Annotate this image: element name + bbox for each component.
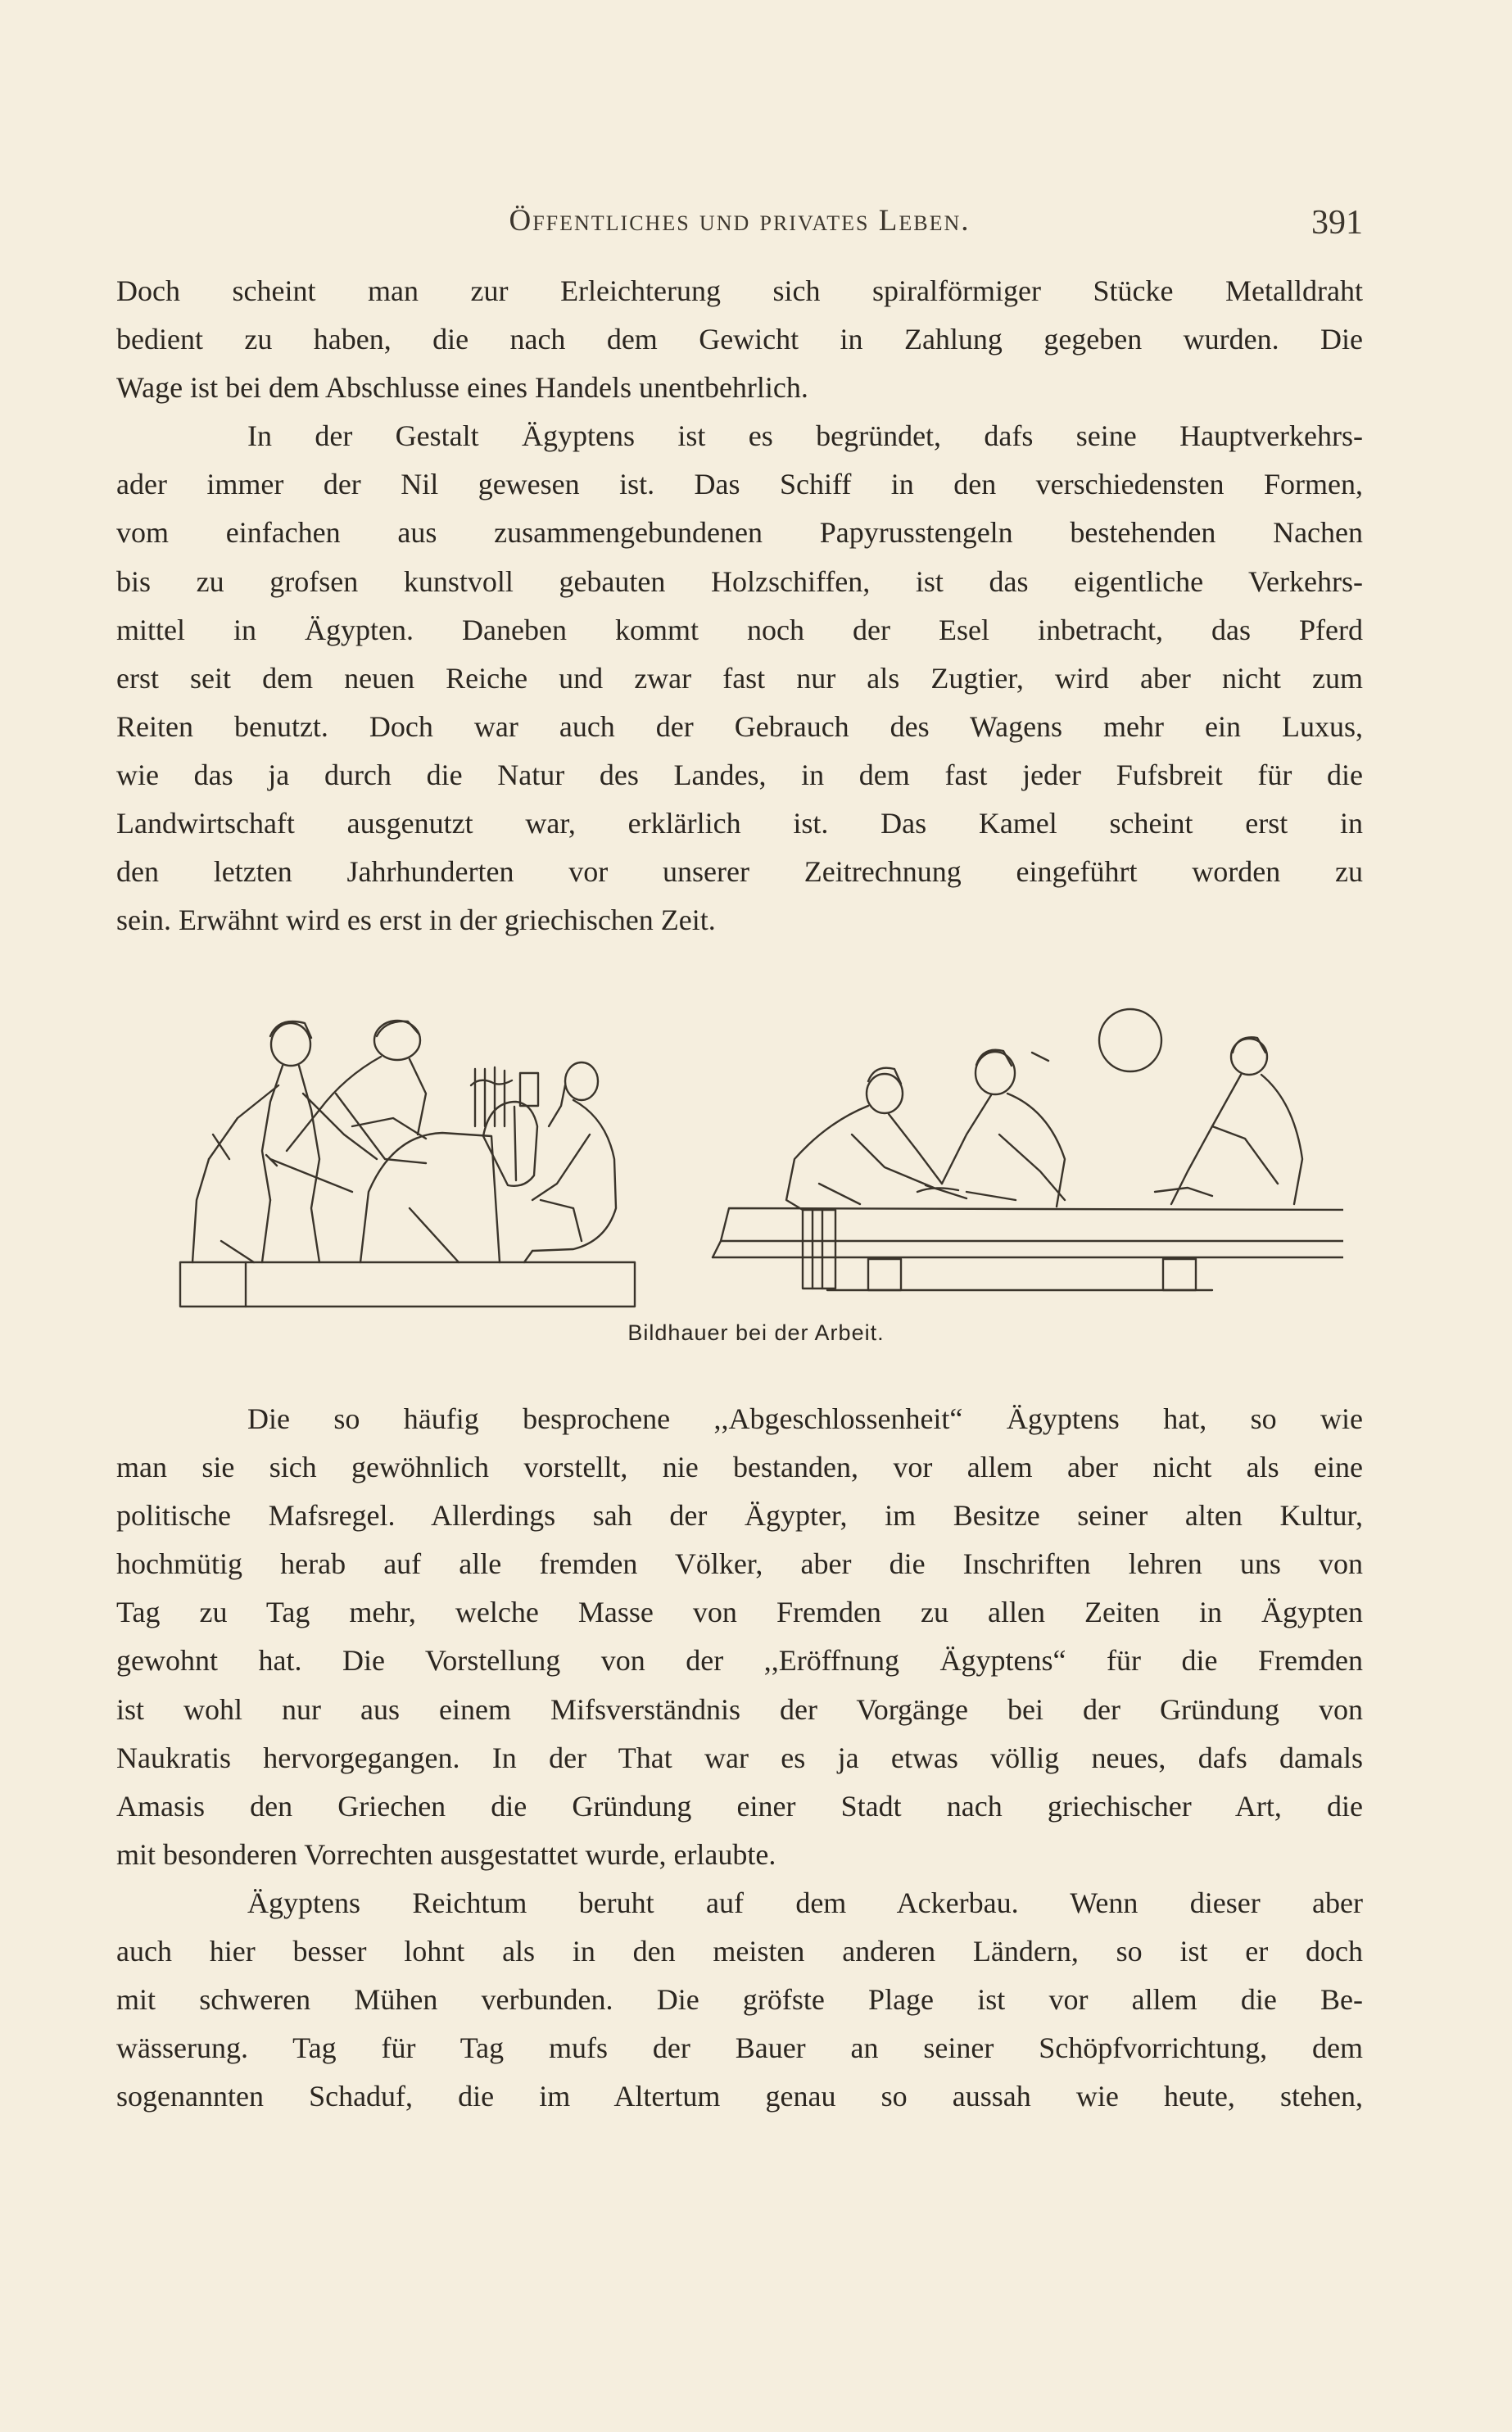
text-line: wie das ja durch die Natur des Landes, in dem fast jeder Fufsbreit für die bbox=[116, 758, 1363, 791]
text-line: mittel in Ägypten. Daneben kommt noch der Esel inbetracht, das Pferd bbox=[116, 613, 1363, 646]
text-line: bis zu grofsen kunstvoll gebauten Holzschiffen, ist das eigentliche Verkehrs- bbox=[116, 564, 1363, 598]
page-number: 391 bbox=[1311, 204, 1363, 242]
text-line: Naukratis hervorgegangen. In der That war es ja etwas völlig neues, dafs damals bbox=[116, 1741, 1363, 1774]
text-line: hochmütig herab auf alle fremden Völker, aber die Inschriften lehren uns von bbox=[116, 1547, 1363, 1581]
text-line: ist wohl nur aus einem Mifsverständnis der Vorgänge bei der Gründung von bbox=[116, 1692, 1363, 1726]
text-line: mit besonderen Vorrechten ausgestattet wurde, erlaubte. bbox=[116, 1837, 776, 1871]
text-line: Doch scheint man zur Erleichterung sich spiralförmiger Stücke Metalldraht bbox=[116, 274, 1363, 307]
text-line: gewohnt hat. Die Vorstellung von der ,,Eröffnung Ägyptens“ für die Fremden bbox=[116, 1644, 1363, 1678]
text-line: wässerung. Tag für Tag mufs der Bauer an seiner Schöpfvorrichtung, dem bbox=[116, 2031, 1363, 2065]
text-line: bedient zu haben, die nach dem Gewicht in Zahlung gegeben wurden. Die bbox=[116, 323, 1363, 356]
text-line: Wage ist bei dem Abschlusse eines Handels unentbehrlich. bbox=[116, 371, 808, 405]
text-line: Amasis den Griechen die Gründung einer Stadt nach griechischer Art, die bbox=[116, 1789, 1363, 1823]
text-line: erst seit dem neuen Reiche und zwar fast nur als Zugtier, wird aber nicht zum bbox=[116, 661, 1363, 695]
text-line: sogenannten Schaduf, die im Altertum genau so aussah wie heute, stehen, bbox=[116, 2080, 1363, 2113]
left-sculptor-scene bbox=[180, 1021, 635, 1307]
text-line: politische Mafsregel. Allerdings sah der Ägypter, im Besitze seiner alten Kultur, bbox=[116, 1499, 1363, 1533]
text-line: auch hier besser lohnt als in den meisten anderen Ländern, so ist er doch bbox=[116, 1935, 1363, 1968]
text-line: Landwirtschaft ausgenutzt war, erklärlich ist. Das Kamel scheint erst in bbox=[116, 807, 1363, 840]
text-line: Reiten benutzt. Doch war auch der Gebrauch des Wagens mehr ein Luxus, bbox=[116, 709, 1363, 743]
sculptors-illustration bbox=[147, 995, 1343, 1323]
text-line: sein. Erwähnt wird es erst in der griechischen Zeit. bbox=[116, 904, 716, 937]
text-line: ader immer der Nil gewesen ist. Das Schiff in den verschiedensten Formen, bbox=[116, 468, 1363, 501]
right-sculptor-scene bbox=[713, 1009, 1343, 1290]
running-header bbox=[116, 203, 1363, 252]
text-line: vom einfachen aus zusammengebundenen Papyrusstengeln bestehenden Nachen bbox=[116, 516, 1363, 550]
running-title: Öffentliches und privates Leben. bbox=[509, 204, 971, 238]
text-line: Tag zu Tag mehr, welche Masse von Fremden zu allen Zeiten in Ägypten bbox=[116, 1596, 1363, 1629]
text-line: In der Gestalt Ägyptens ist es begründet, dafs seine Hauptverkehrs- bbox=[247, 419, 1363, 453]
text-section-bottom bbox=[116, 1395, 1363, 2121]
figure-caption: Bildhauer bei der Arbeit. bbox=[627, 1320, 885, 1345]
text-line: mit schweren Mühen verbunden. Die gröfste Plage ist vor allem die Be- bbox=[116, 1983, 1363, 2017]
text-line: Die so häufig besprochene ,,Abgeschlossenheit“ Ägyptens hat, so wie bbox=[247, 1402, 1363, 1435]
text-line: Ägyptens Reichtum beruht auf dem Ackerbau. Wenn dieser aber bbox=[247, 1886, 1363, 1919]
text-line: den letzten Jahrhunderten vor unserer Zeitrechnung eingeführt worden zu bbox=[116, 855, 1363, 889]
text-section-top bbox=[116, 267, 1363, 944]
text-line: man sie sich gewöhnlich vorstellt, nie bestanden, vor allem aber nicht als eine bbox=[116, 1451, 1363, 1484]
